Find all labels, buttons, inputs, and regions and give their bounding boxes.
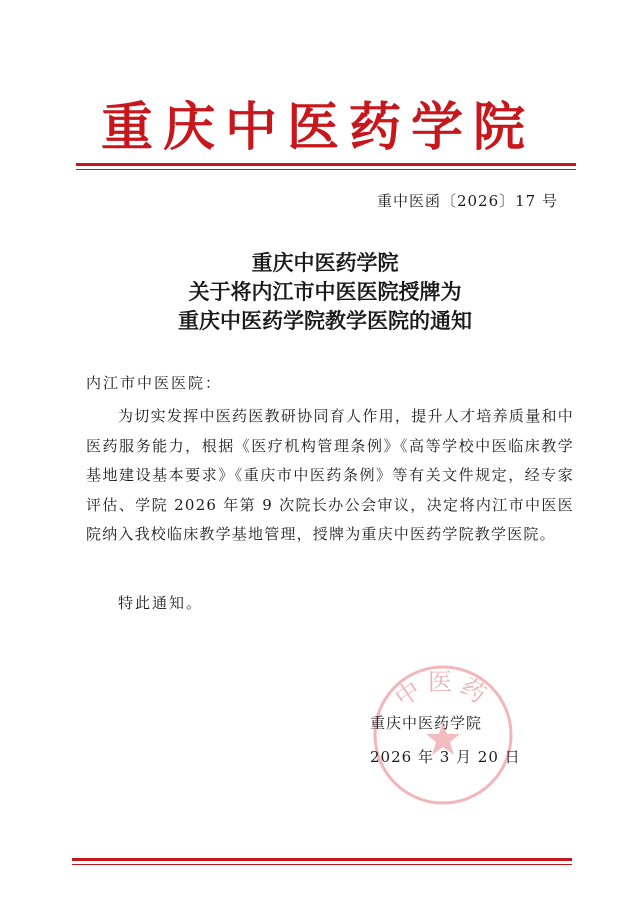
seal-text: 中医药 [389, 668, 497, 713]
footer-divider-thin [72, 864, 572, 865]
svg-text:中医药 [390, 668, 496, 712]
official-seal-icon [368, 660, 518, 810]
letterhead-divider-thick [76, 163, 576, 166]
issue-date: 2026 年 3 月 20 日 [370, 748, 521, 766]
letterhead-divider-thin [76, 169, 576, 170]
title-line-1: 重庆中医药学院 [251, 250, 399, 275]
body-paragraph: 为切实发挥中医药医教研协同育人作用，提升人才培养质量和中医药服务能力，根据《医疗机构管理条例》《高等学校中医临床教学基地建设基本要求》《重庆市中医药条例》等有关文件规定，经专家评估、学院 2026 年第 9 次院长办公会审议，决定将内江市中医医院纳入我校临床教学基地管理，授牌为重庆中医药学院教学医院。 [86, 407, 574, 543]
document-number: 重中医函〔2026〕17 号 [376, 192, 558, 210]
footer-divider-thick [72, 858, 572, 861]
document-title [80, 248, 570, 335]
title-line-2: 关于将内江市中医医院授牌为 [188, 279, 462, 304]
signature-institution: 重庆中医药学院 [370, 714, 483, 732]
title-line-3: 重庆中医药学院教学医院的通知 [178, 308, 472, 333]
salutation: 内江市中医医院： [86, 374, 223, 392]
closing-line: 特此通知。 [118, 594, 204, 612]
letterhead-title: 重庆中医药学院 [100, 97, 535, 158]
